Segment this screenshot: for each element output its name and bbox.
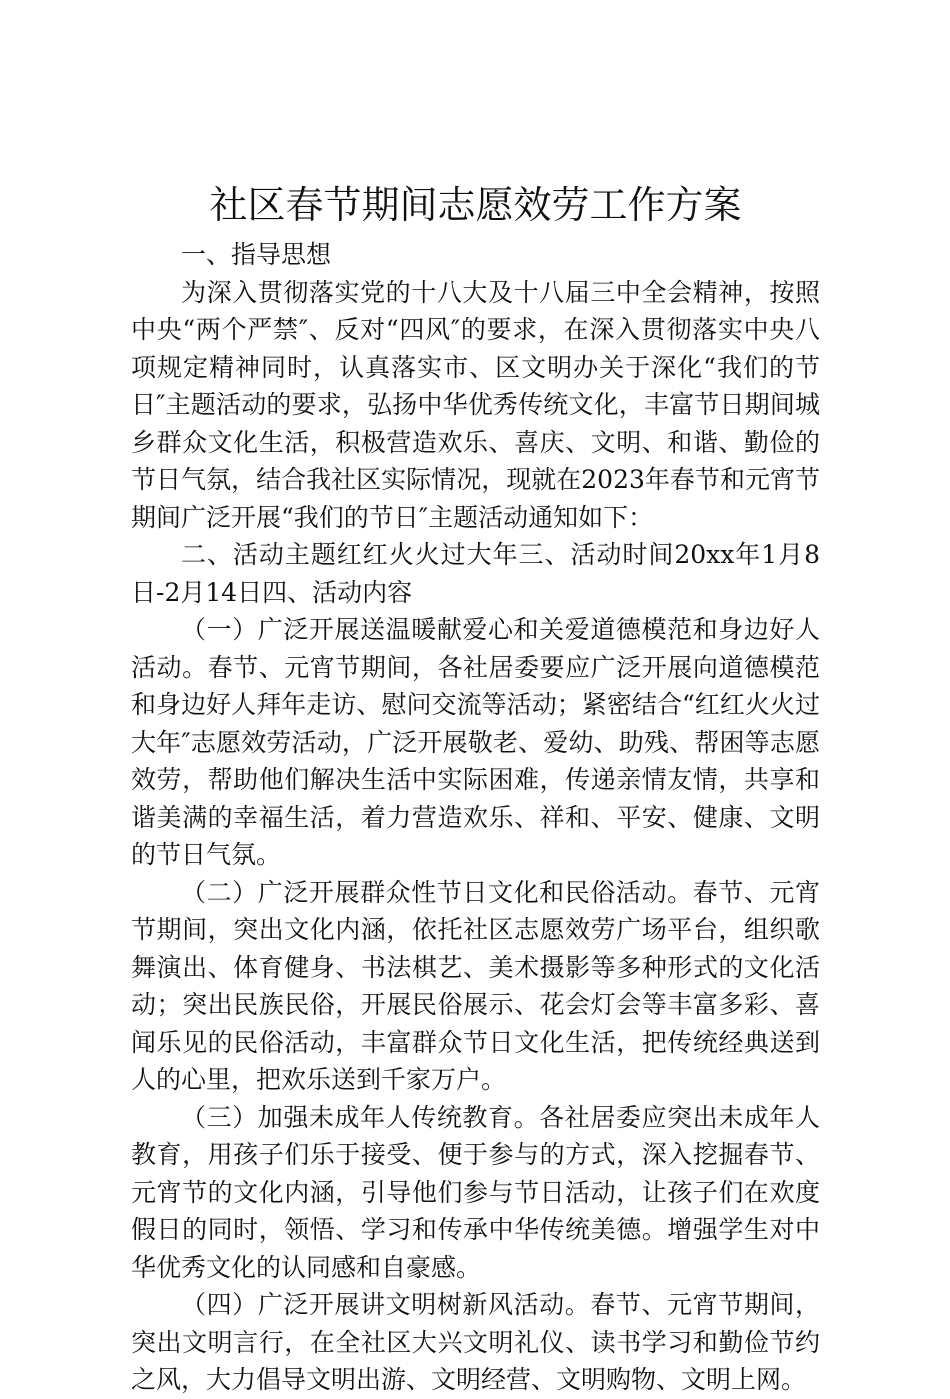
section-heading-guiding-ideology: 一、指导思想 <box>181 240 332 269</box>
paragraph-item-2: （二）广泛开展群众性节日文化和民俗活动。春节、元宵节期间，突出文化内涵，依托社区志愿效劳广场平台，组织歌舞演出、体育健身、书法棋艺、美术摄影等多种形式的文化活动；突出民族民俗，开展民俗展示、花会灯会等丰富多彩、喜闻乐见的民俗活动，丰富群众节日文化生活，把传统经典送到人的心里，把欢乐送到千家万户。 <box>131 877 820 1094</box>
document-body <box>131 178 820 1399</box>
paragraph-item-4: （四）广泛开展讲文明树新风活动。春节、元宵节期间，突出文明言行，在全社区大兴文明礼仪、读书学习和勤俭节约之风，大力倡导文明出游、文明经营、文明购物、文明上网。 <box>131 1290 820 1394</box>
paragraph-item-1: （一）广泛开展送温暖献爱心和关爱道德模范和身边好人活动。春节、元宵节期间，各社居委要应广泛开展向道德模范和身边好人拜年走访、慰问交流等活动；紧密结合“红红火火过大年″志愿效劳活动，广泛开展敬老、爱幼、助残、帮困等志愿效劳，帮助他们解决生活中实际困难，传递亲情友情，共享和谐美满的幸福生活，着力营造欢乐、祥和、平安、健康、文明的节日气氛。 <box>131 615 820 869</box>
paragraph-guiding-ideology: 为深入贯彻落实党的十八大及十八届三中全会精神，按照中央“两个严禁″、反对“四风″的要求，在深入贯彻落实中央八项规定精神同时，认真落实市、区文明办关于深化“我们的节日″主题活动的要求，弘扬中华优秀传统文化，丰富节日期间城乡群众文化生活，积极营造欢乐、喜庆、文明、和谐、勤俭的节日气氛，结合我社区实际情况，现就在2023年春节和元宵节期间广泛开展“我们的节日″主题活动通知如下： <box>131 277 820 532</box>
document-title: 社区春节期间志愿效劳工作方案 <box>209 183 742 227</box>
paragraph-theme-time-content: 二、活动主题红红火火过大年三、活动时间20xx年1月8日-2月14日四、活动内容 <box>131 540 820 607</box>
paragraph-item-3: （三）加强未成年人传统教育。各社居委应突出未成年人教育，用孩子们乐于接受、便于参与的方式，深入挖掘春节、元宵节的文化内涵，引导他们参与节日活动，让孩子们在欢度假日的同时，领悟、学习和传承中华传统美德。增强学生对中华优秀文化的认同感和自豪感。 <box>131 1102 820 1282</box>
